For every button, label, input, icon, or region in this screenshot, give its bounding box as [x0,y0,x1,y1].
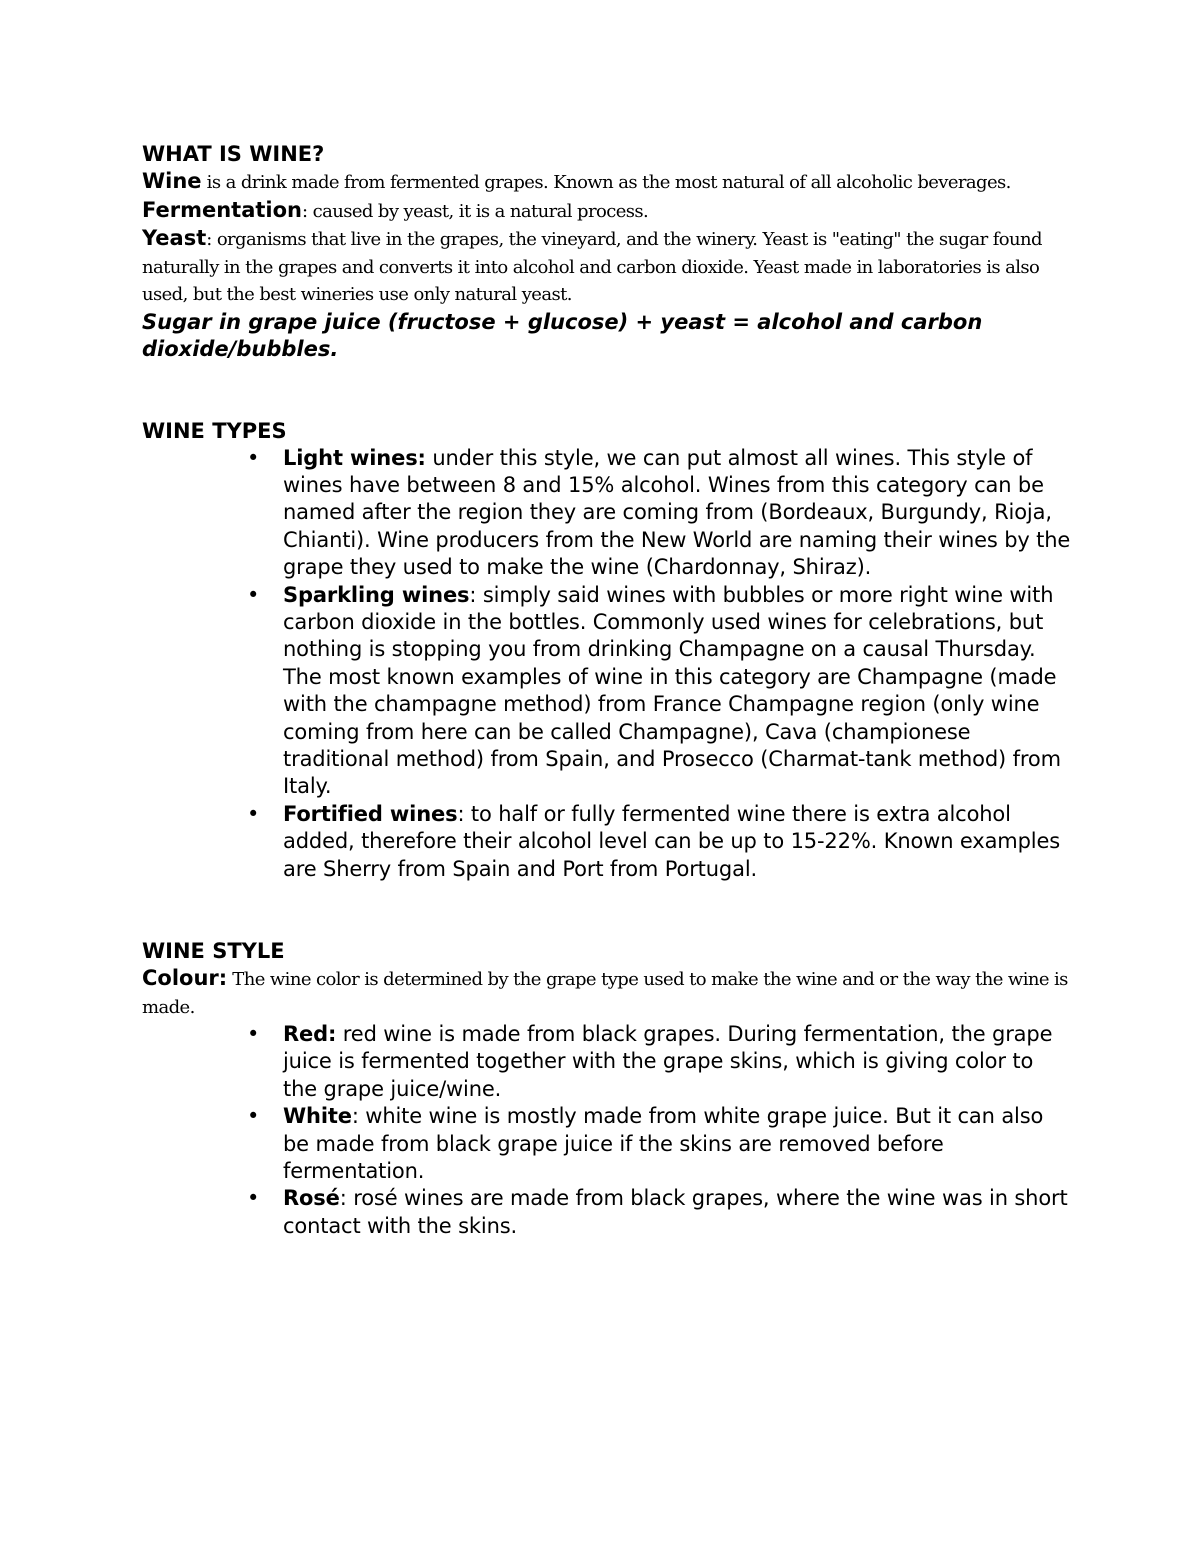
bullet-icon: • [247,801,260,826]
list-item-sparkling-wines [247,582,1072,801]
bullet-icon: • [247,445,260,470]
definition-yeast: : organisms that live in the grapes, the vineyard, and the winery. Yeast is "eating" the sugar found naturally in the grapes and converts it into alcohol and carbon dioxide. Yeast made in laboratories is also used, but the best wineries use only natural yeast. [142,229,1042,305]
list-item-label: Sparkling wines [283,582,470,607]
list-item-text: red wine is made from black grapes. During fermentation, the grape juice is fermented together with the grape skins, which is giving color to the grape juice/wine. [283,1022,1053,1101]
heading-wine-types: WINE TYPES [142,418,287,443]
paragraph-colour-definition [142,965,1072,1021]
definition-fermentation: : caused by yeast, it is a natural process. [302,200,649,222]
section-spacer [142,363,1072,417]
document-page [142,140,1072,1240]
section-spacer [142,883,1072,937]
definition-wine: is a drink made from fermented grapes. Known as the most natural of all alcoholic beverages. [201,172,1011,193]
list-item-rose [247,1185,1072,1240]
list-item-label: Red: [283,1022,337,1046]
paragraph-fermentation-definition [142,197,1072,226]
list-item-text: under this style, we can put almost all wines. This style of wines have between 8 and 15% alcohol. Wines from this category can be named after the region they are coming from (Bordeaux, Burgundy, Rioja, Chianti). Wine producers from the New World are naming their wines by the grape they used to make the wine (Chardonnay, Shiraz). [283,445,1071,580]
term-fermentation: Fermentation [142,197,302,222]
list-item-fortified-wines [247,801,1072,883]
bullet-icon: • [247,1104,260,1129]
list-item-white [247,1103,1072,1185]
fermentation-formula: Sugar in grape juice (fructose + glucose) + yeast = alcohol and carbon dioxide/bubbles. [142,309,983,361]
term-colour: Colour: [142,966,228,990]
list-item-text: : rosé wines are made from black grapes, where the wine was in short contact with the skins. [283,1186,1068,1238]
list-item-label: Light wines: [283,445,426,470]
list-item-label: Fortified wines [283,801,458,826]
term-yeast: Yeast [142,226,207,250]
heading-wine-style: WINE STYLE [142,939,285,963]
wine-types-list [142,445,1072,884]
definition-colour: The wine color is determined by the grape type used to make the wine and or the way the wine is made. [142,969,1068,1018]
list-item-label: White [283,1104,352,1129]
heading-what-is-wine: WHAT IS WINE? [142,142,325,166]
list-item-text: : simply said wines with bubbles or more right wine with carbon dioxide in the bottles. Commonly used wines for celebrations, but nothing is stopping you from drinking Champagne on a causal Thursday. The most known examples of wine in this category are Champagne (made with the champagne method) from France Champagne region (only wine coming from here can be called Champagne), Cava (championese traditional method) from Spain, and Prosecco (Charmat-tank method) from Italy. [283,582,1061,799]
bullet-icon: • [247,1022,260,1046]
bullet-icon: • [247,1186,260,1211]
wine-style-list [142,1021,1072,1240]
list-item-label: Rosé [283,1186,340,1211]
paragraph-wine-definition [142,168,1072,197]
paragraph-yeast-definition [142,225,1072,309]
list-item-text: : to half or fully fermented wine there is extra alcohol added, therefore their alcohol level can be up to 15-22%. Known examples are Sherry from Spain and Port from Portugal. [283,801,1061,881]
list-item-light-wines [247,445,1072,582]
bullet-icon: • [247,582,260,607]
list-item-text: : white wine is mostly made from white grape juice. But it can also be made from black grape juice if the skins are removed before fermentation. [283,1104,1044,1184]
list-item-red [247,1021,1072,1103]
term-wine: Wine [142,169,202,193]
